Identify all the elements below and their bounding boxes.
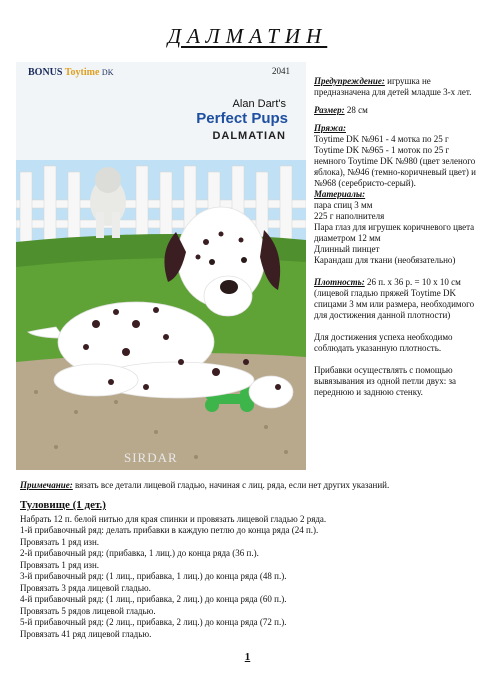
pattern-info: [314, 76, 486, 398]
pattern-code: 2041: [272, 66, 290, 76]
instruction-line: 2-й прибавочный ряд: (прибавка, 1 лиц.) до конца ряда (36 п.).: [20, 548, 259, 558]
material-item: пара спиц 3 мм: [314, 200, 373, 210]
cover-breed: DALMATIAN: [212, 130, 286, 142]
material-item: Карандаш для ткани (необязательно): [314, 255, 456, 265]
page-title: ДАЛМАТИН: [167, 24, 328, 48]
section-title: Туловище (1 дет.): [20, 499, 106, 511]
publisher-watermark: SIRDAR: [124, 450, 178, 465]
yarn-line: немного Toytime DK №980 (цвет зеленого яблока), №946 (темно-коричневый цвет) и №968 (серебристо-серый).: [314, 156, 476, 188]
instruction-line: 3-й прибавочный ряд: (1 лиц., прибавка, 1 лиц.) до конца ряда (48 п.).: [20, 571, 287, 581]
instruction-line: 5-й прибавочный ряд: (2 лиц., прибавка, 2 лиц.) до конца ряда (72 п.).: [20, 617, 287, 627]
yarn-line: Toytime DK №965 - 1 моток по 25 г: [314, 145, 450, 155]
instruction-line: Провязать 1 ряд изн.: [20, 559, 100, 570]
density: Плотность: 26 п. х 36 р. = 10 х 10 см (лицевой гладью пряжей Toytime DK спицами 3 мм или размера, необходимого для достижения данной плотности): [314, 277, 475, 320]
instruction-line: Провязать 3 ряда лицевой гладью.: [20, 582, 151, 593]
success-note: Для достижения успеха необходимо соблюдать указанную плотность.: [314, 332, 453, 353]
instruction-line: Набрать 12 п. белой нитью для края спинки и провязать лицевой гладью 2 ряда.: [20, 513, 327, 524]
cover-photo: [16, 62, 306, 470]
size: Размер: 28 см: [314, 105, 368, 115]
instruction-line: 4-й прибавочный ряд: (1 лиц., прибавка, 2 лиц.) до конца ряда (60 п.).: [20, 594, 287, 604]
yarn-heading: Пряжа:: [314, 123, 346, 133]
warning: Предупреждение: игрушка не предназначена для детей младше 3-х лет.: [314, 76, 472, 97]
instruction-line: Провязать 41 ряд лицевой гладью.: [20, 628, 152, 639]
cover-series: Perfect Pups: [196, 110, 288, 127]
material-item: Длинный пинцет: [314, 244, 380, 254]
material-item: Пара глаз для игрушек коричневого цвета диаметром 12 мм: [314, 222, 475, 243]
general-note: Примечание: вязать все детали лицевой гладью, начиная с лиц. ряда, если нет других указаний.: [20, 480, 390, 490]
instruction-line: Провязать 1 ряд изн.: [20, 536, 100, 547]
cover-author: Alan Dart's: [232, 98, 286, 110]
bonus-logo: BONUS Toytime DK: [28, 67, 114, 78]
instruction-line: Провязать 5 рядов лицевой гладью.: [20, 605, 156, 616]
instruction-line: 1-й прибавочный ряд: делать прибавки в каждую петлю до конца ряда (24 п.).: [20, 525, 319, 535]
yarn-line: Toytime DK №961 - 4 мотка по 25 г: [314, 134, 449, 144]
page-number: 1: [244, 651, 251, 663]
body-section: [20, 500, 480, 640]
increase-note: Прибавки осуществлять с помощью вывязывания из одной петли двух: за переднюю и заднюю стенку.: [314, 365, 457, 397]
materials-heading: Материалы:: [314, 189, 366, 199]
material-item: 225 г наполнителя: [314, 211, 385, 221]
